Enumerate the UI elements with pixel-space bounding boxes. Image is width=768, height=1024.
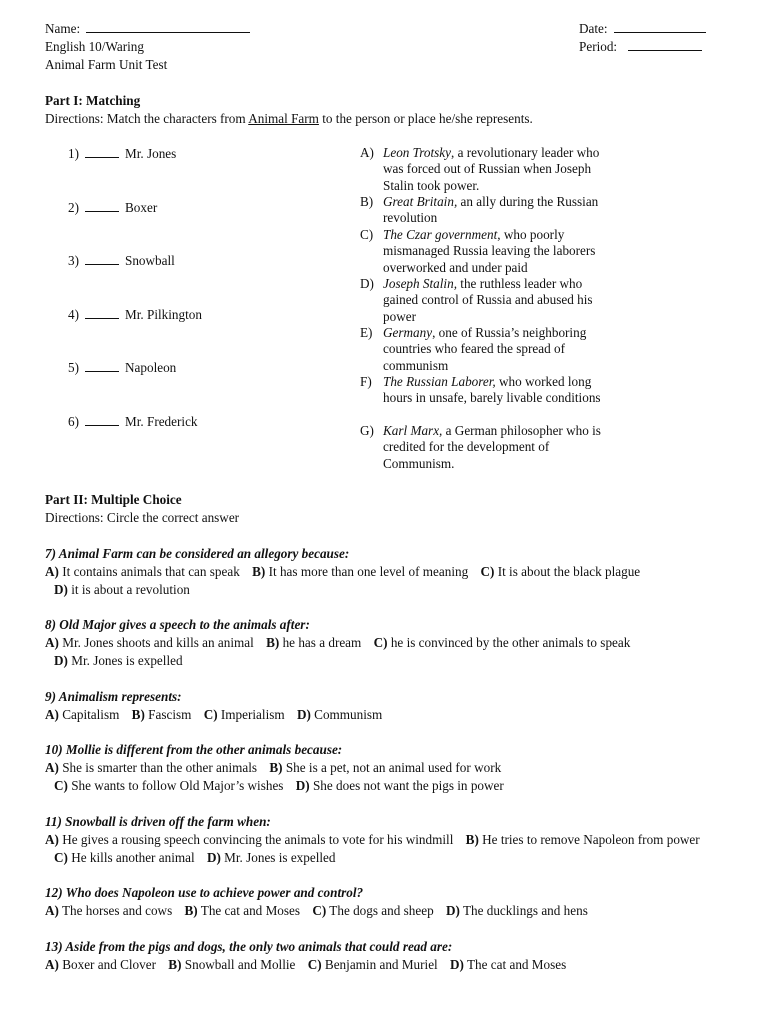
period-line [579, 38, 702, 55]
match-answer-blank[interactable] [85, 306, 119, 319]
figure-description: an ally during the Russian revolution [383, 194, 599, 226]
match-number: 2) [68, 200, 79, 215]
answer-choice[interactable] [466, 832, 700, 847]
answer-choice[interactable] [204, 707, 285, 722]
option-text [383, 227, 605, 276]
match-option [360, 325, 605, 374]
match-item [68, 252, 175, 269]
choice-text: He kills another animal [67, 850, 195, 865]
choice-text: Imperialism [217, 707, 285, 722]
question [45, 813, 725, 867]
question [45, 741, 725, 795]
historical-figure: The Russian Laborer, [383, 374, 496, 389]
character-name: Napoleon [125, 360, 177, 375]
figure-description: , one of Russia’s neighboring countries who feared the spread of communism [383, 325, 587, 373]
answer-choice[interactable] [185, 903, 301, 918]
option-text [383, 145, 605, 194]
choice-letter: C) [54, 778, 68, 793]
option-letter: E) [360, 325, 373, 340]
option-text [383, 325, 605, 374]
choice-text: Communism [310, 707, 383, 722]
part2-title: Part II: Multiple Choice [45, 492, 182, 507]
course-line: English 10/Waring [45, 39, 144, 54]
name-field[interactable] [86, 20, 250, 33]
choice-letter: B) [168, 957, 182, 972]
answer-choice[interactable] [312, 903, 433, 918]
answer-choice[interactable] [132, 707, 192, 722]
match-answer-blank[interactable] [85, 145, 119, 158]
match-option [360, 194, 605, 227]
option-letter: A) [360, 145, 374, 160]
choice-text: Mr. Jones is expelled [67, 653, 183, 668]
answer-choice[interactable] [54, 653, 183, 668]
answer-choice[interactable] [45, 903, 172, 918]
question [45, 616, 725, 670]
choice-letter: B) [465, 832, 479, 847]
part1-title: Part I: Matching [45, 93, 141, 108]
choice-letter: A) [45, 832, 59, 847]
answer-choices [45, 706, 725, 724]
choice-letter: D) [296, 707, 311, 722]
match-option [360, 145, 605, 194]
answer-choice[interactable] [446, 903, 588, 918]
choice-text: It contains animals that can speak [58, 564, 240, 579]
answer-choice[interactable] [296, 778, 504, 793]
choice-letter: B) [131, 707, 145, 722]
match-number: 6) [68, 414, 79, 429]
match-answer-blank[interactable] [85, 199, 119, 212]
match-answer-blank[interactable] [85, 413, 119, 426]
option-letter: F) [360, 374, 372, 389]
match-number: 1) [68, 146, 79, 161]
figure-description: , a revolutionary leader who was forced out of Russian when Joseph Stalin took power. [383, 145, 600, 193]
question [45, 884, 725, 920]
answer-choices [45, 831, 725, 867]
answer-choice[interactable] [45, 635, 254, 650]
match-option [360, 423, 605, 472]
choice-letter: D) [206, 850, 221, 865]
match-number: 3) [68, 253, 79, 268]
answer-choice[interactable] [252, 564, 468, 579]
choice-letter: A) [45, 957, 59, 972]
question [45, 938, 725, 974]
choice-text: it is about a revolution [67, 582, 190, 597]
answer-choice[interactable] [45, 760, 257, 775]
choice-letter: C) [307, 957, 322, 972]
choice-text: The cat and Moses [197, 903, 301, 918]
answer-choices [45, 956, 725, 974]
question-stem: 9) Animalism represents: [45, 689, 182, 704]
answer-choices [45, 563, 725, 599]
choice-letter: C) [480, 564, 495, 579]
question-stem: 7) Animal Farm can be considered an allegory because: [45, 546, 350, 561]
part2-directions: Directions: Circle the correct answer [45, 510, 240, 525]
answer-choice[interactable] [54, 850, 195, 865]
date-label: Date: [579, 21, 608, 36]
choice-text: It is about the black plague [494, 564, 641, 579]
choice-letter: B) [269, 760, 283, 775]
answer-choice[interactable] [45, 957, 156, 972]
match-item [68, 306, 202, 323]
historical-figure: Leon Trotsky [383, 145, 452, 160]
choice-letter: B) [184, 903, 198, 918]
choice-text: The horses and cows [58, 903, 173, 918]
choice-text: He gives a rousing speech convincing the animals to vote for his windmill [58, 832, 454, 847]
question-stem: 10) Mollie is different from the other animals because: [45, 742, 343, 757]
choice-letter: B) [266, 635, 280, 650]
answer-choice[interactable] [450, 957, 566, 972]
choice-letter: A) [45, 635, 59, 650]
option-text [383, 194, 605, 227]
question-stem: 13) Aside from the pigs and dogs, the only two animals that could read are: [45, 939, 453, 954]
historical-figure: Joseph Stalin, [383, 276, 457, 291]
character-name: Snowball [125, 253, 175, 268]
figure-description: a German philosopher who is credited for the development of Communism. [383, 423, 601, 471]
choice-text: he has a dream [279, 635, 362, 650]
answer-choices [45, 902, 725, 920]
match-answer-blank[interactable] [85, 359, 119, 372]
character-name: Mr. Pilkington [125, 307, 202, 322]
answer-choice[interactable] [45, 707, 119, 722]
name-label: Name: [45, 21, 81, 36]
choice-text: She is a pet, not an animal used for work [282, 760, 502, 775]
choice-letter: D) [295, 778, 310, 793]
choice-letter: A) [45, 760, 59, 775]
period-field[interactable] [628, 38, 702, 51]
answer-choice[interactable] [54, 778, 283, 793]
character-name: Mr. Frederick [125, 414, 198, 429]
answer-choice[interactable] [269, 760, 501, 775]
match-number: 4) [68, 307, 79, 322]
book-title: Animal Farm [248, 111, 319, 126]
answer-choice[interactable] [480, 564, 640, 579]
date-line [579, 20, 706, 37]
figure-description: who worked long hours in unsafe, barely livable conditions [383, 374, 601, 406]
option-text [383, 423, 605, 472]
historical-figure: The Czar government [383, 227, 498, 242]
choice-text: Benjamin and Muriel [321, 957, 438, 972]
answer-choice[interactable] [297, 707, 382, 722]
choice-text: he is convinced by the other animals to speak [387, 635, 631, 650]
choice-letter: D) [54, 582, 68, 597]
match-item [68, 359, 176, 376]
answer-choice[interactable] [45, 564, 240, 579]
period-label: Period: [579, 39, 618, 54]
answer-choice[interactable] [45, 832, 453, 847]
question [45, 688, 725, 724]
choice-text: The cat and Moses [463, 957, 567, 972]
choice-letter: A) [45, 564, 59, 579]
choice-letter: C) [373, 635, 388, 650]
match-option [360, 374, 605, 407]
choice-text: She does not want the pigs in power [309, 778, 504, 793]
figure-description: , who poorly mismanaged Russia leaving the laborers overworked and under paid [383, 227, 596, 275]
option-letter: G) [360, 423, 374, 438]
match-item [68, 413, 198, 430]
answer-choice[interactable] [54, 582, 190, 597]
choice-letter: A) [45, 707, 59, 722]
choice-letter: B) [252, 564, 266, 579]
date-field[interactable] [614, 20, 706, 33]
historical-figure: Karl Marx, [383, 423, 443, 438]
option-letter: D) [360, 276, 374, 291]
match-number: 5) [68, 360, 79, 375]
part1-directions: Directions: Match the characters from Animal Farm to the person or place he/she represents. [45, 111, 533, 126]
choice-text: Snowball and Mollie [181, 957, 296, 972]
question [45, 545, 725, 599]
choice-letter: D) [445, 903, 460, 918]
choice-text: She wants to follow Old Major’s wishes [67, 778, 284, 793]
option-text [383, 276, 605, 325]
answer-choice[interactable] [308, 957, 438, 972]
choice-text: She is smarter than the other animals [58, 760, 258, 775]
answer-choices [45, 759, 725, 795]
choice-text: Fascism [144, 707, 192, 722]
character-name: Mr. Jones [125, 146, 177, 161]
match-item [68, 145, 176, 162]
choice-text: Capitalism [58, 707, 120, 722]
question-stem: 12) Who does Napoleon use to achieve power and control? [45, 885, 364, 900]
historical-figure: Germany [383, 325, 433, 340]
choice-text: He tries to remove Napoleon from power [478, 832, 700, 847]
choice-letter: D) [54, 653, 68, 668]
match-option [360, 276, 605, 325]
choice-letter: C) [312, 903, 327, 918]
choice-letter: C) [54, 850, 68, 865]
match-item [68, 199, 157, 216]
choice-text: Mr. Jones is expelled [220, 850, 336, 865]
answer-choice[interactable] [168, 957, 295, 972]
match-answer-blank[interactable] [85, 252, 119, 265]
choice-letter: D) [450, 957, 464, 972]
choice-text: Boxer and Clover [58, 957, 156, 972]
choice-text: The ducklings and hens [459, 903, 588, 918]
question-stem: 11) Snowball is driven off the farm when: [45, 814, 271, 829]
choice-text: It has more than one level of meaning [265, 564, 469, 579]
match-option [360, 227, 605, 276]
answer-choice[interactable] [266, 635, 361, 650]
choice-letter: A) [45, 903, 59, 918]
answer-choices [45, 634, 725, 670]
historical-figure: Great Britain, [383, 194, 458, 209]
question-stem: 8) Old Major gives a speech to the animals after: [45, 617, 310, 632]
character-name: Boxer [125, 200, 158, 215]
name-line [45, 20, 250, 37]
choice-text: Mr. Jones shoots and kills an animal [58, 635, 254, 650]
answer-choice[interactable] [207, 850, 336, 865]
option-text [383, 374, 605, 407]
option-letter: B) [360, 194, 374, 209]
choice-text: The dogs and sheep [326, 903, 434, 918]
option-letter: C) [360, 227, 374, 242]
figure-description: the ruthless leader who gained control of Russia and abused his power [383, 276, 593, 324]
choice-letter: C) [203, 707, 218, 722]
test-title: Animal Farm Unit Test [45, 57, 168, 72]
answer-choice[interactable] [374, 635, 631, 650]
